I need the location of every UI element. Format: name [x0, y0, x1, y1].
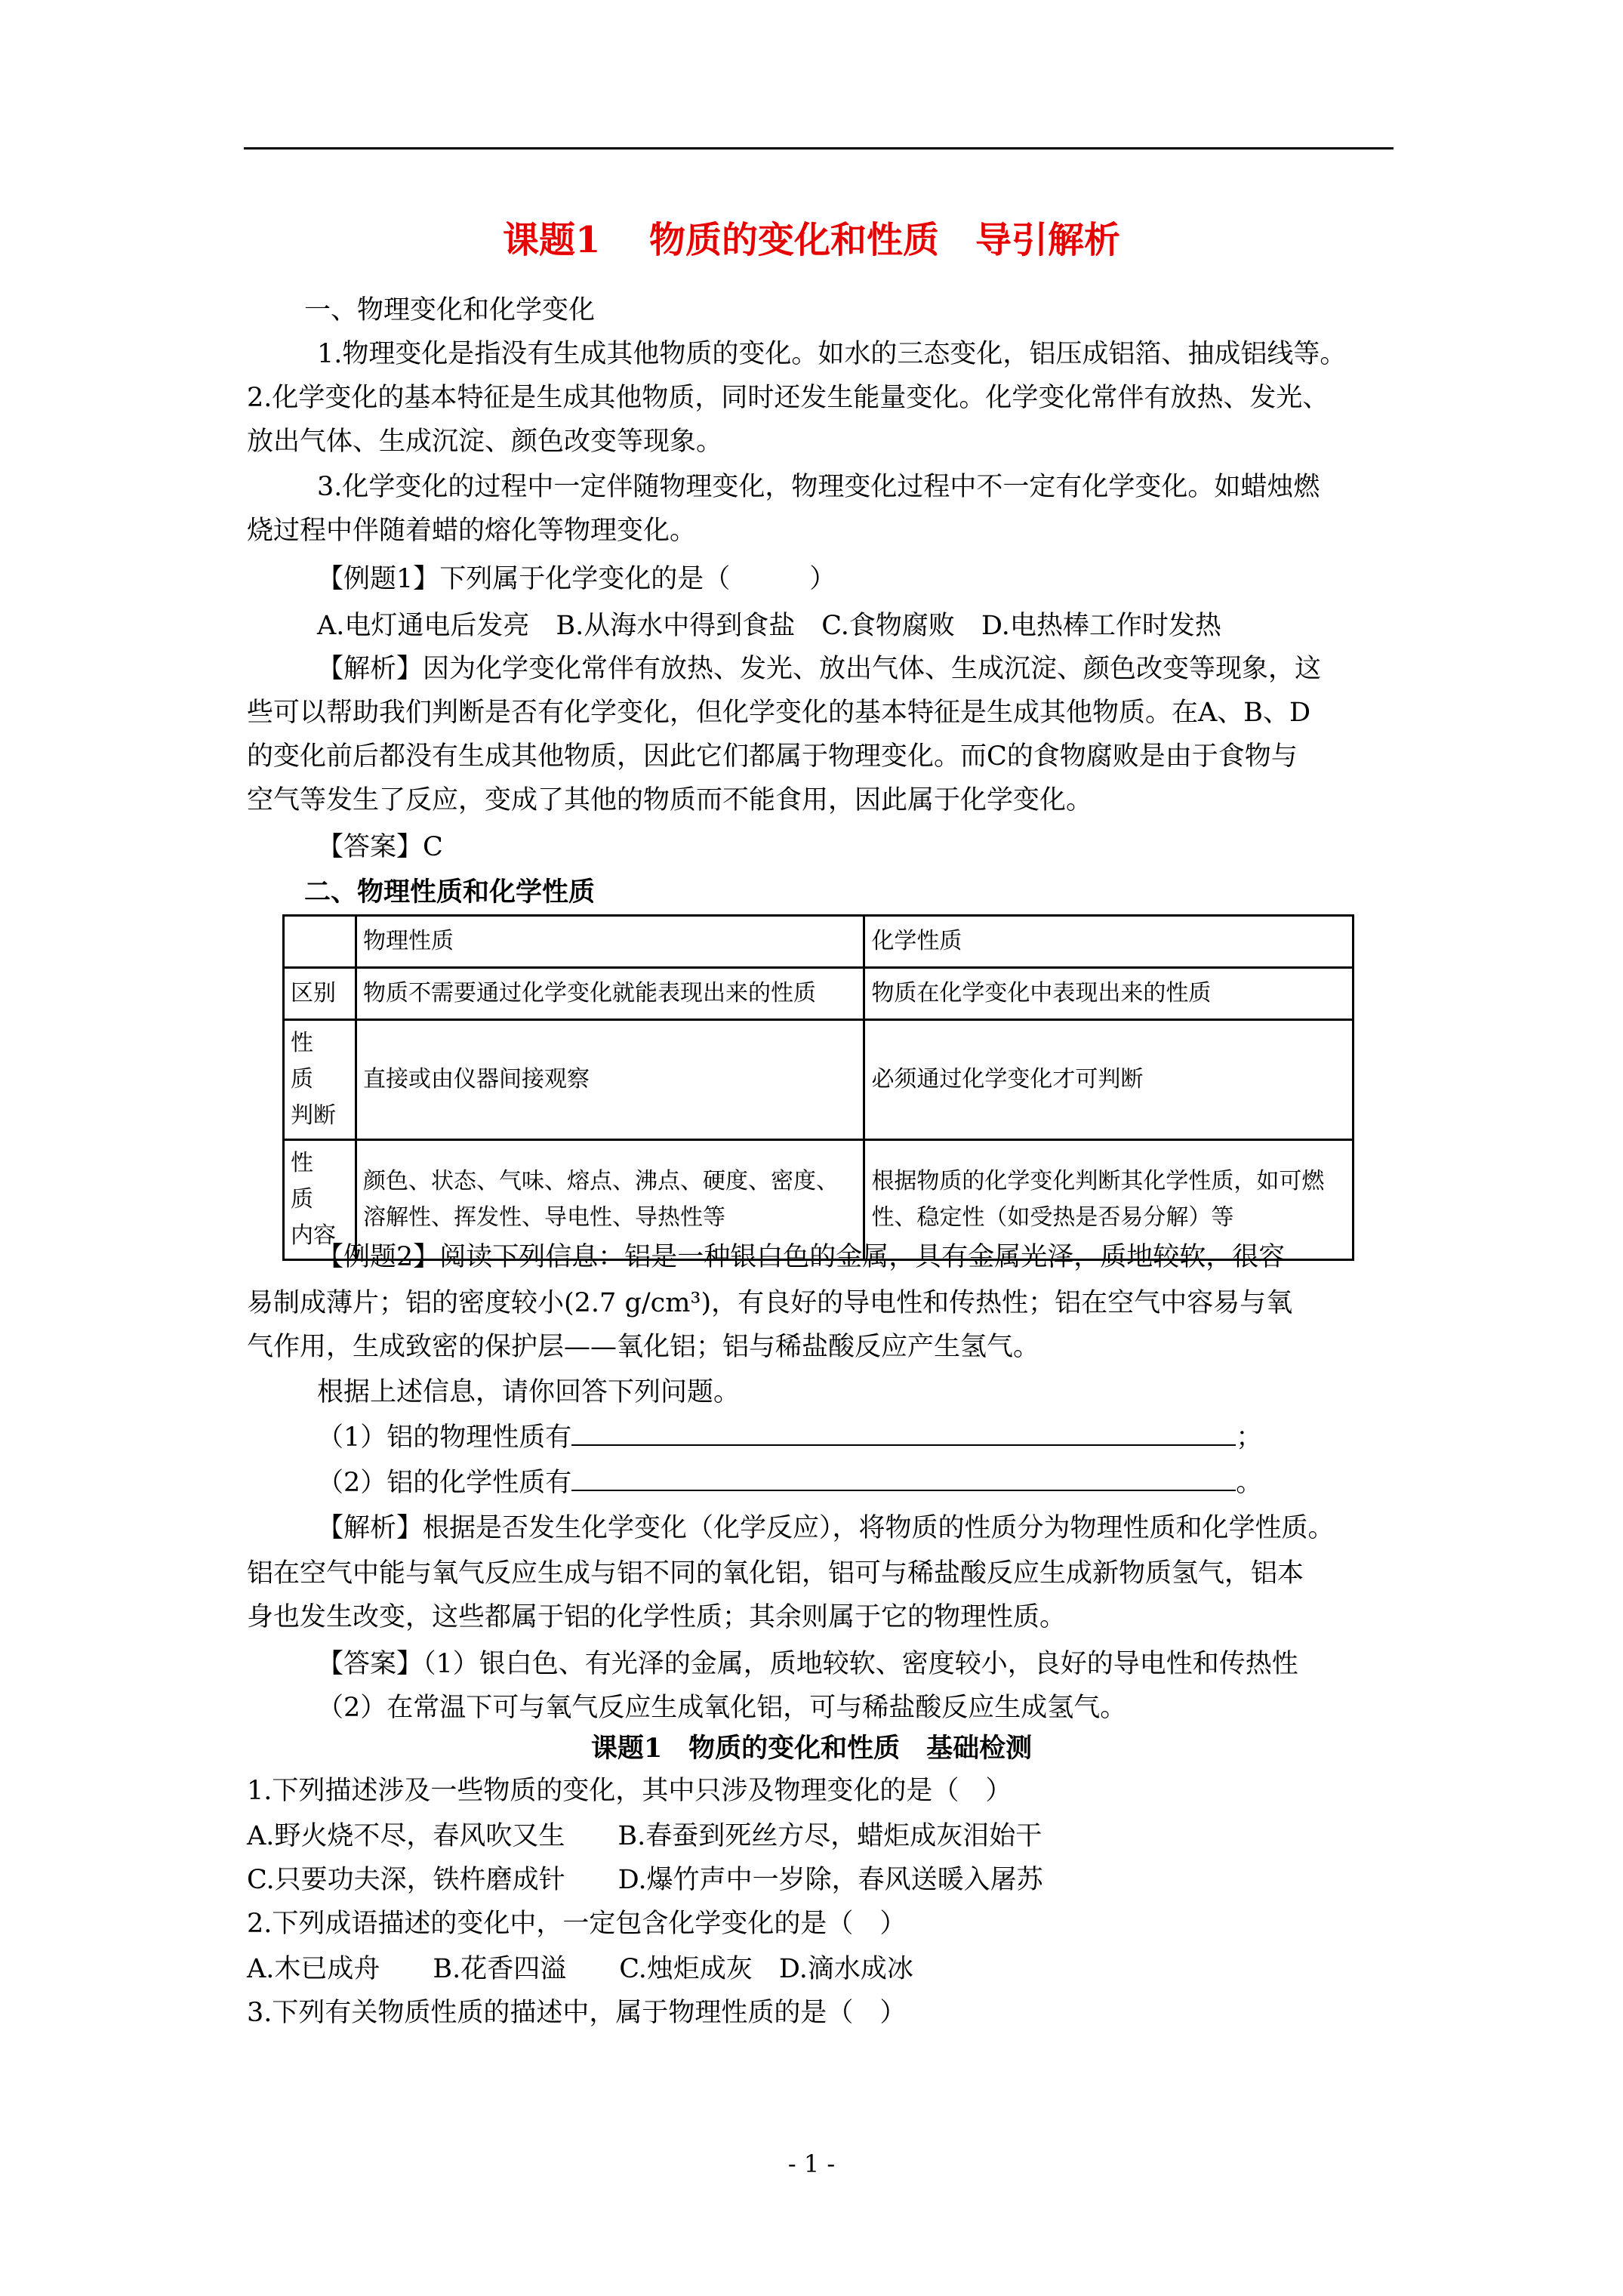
example-2-analysis-line-2: 铝在空气中能与氧气反应生成与铝不同的氧化铝，铝可与稀盐酸反应生成新物质氢气，铝本: [247, 1558, 1304, 1589]
section2-heading: 二、物理性质和化学性质: [304, 877, 596, 908]
page-title: 课题1 物质的变化和性质 导引解析: [502, 219, 1121, 261]
question-2-end: 。: [1236, 1468, 1263, 1498]
question-1: 1.下列描述涉及一些物质的变化，其中只涉及物理变化的是（ ）: [247, 1776, 1012, 1806]
question-1-options-ab: A.野火烧不尽，春风吹又生 B.春蚕到死丝方尽，蜡炬成灰泪始干: [247, 1821, 1042, 1851]
paragraph-2-line-1: 2.化学变化的基本特征是生成其他物质，同时还发生能量变化。化学变化常伴有放热、发光、: [247, 383, 1329, 413]
table-cell: 物质在化学变化中表现出来的性质: [864, 968, 1354, 1020]
section1-heading: 一、物理变化和化学变化: [304, 295, 596, 325]
example-2-line-4: 根据上述信息，请你回答下列问题。: [317, 1377, 741, 1407]
label-line: 判断: [291, 1102, 336, 1129]
paragraph-2-line-2: 放出气体、生成沉淀、颜色改变等现象。: [247, 427, 723, 457]
label-line: 性 质: [291, 1150, 336, 1213]
question-1-end: ；: [1236, 1422, 1263, 1453]
answer-blank-1[interactable]: [571, 1417, 1236, 1446]
question-2: 2.下列成语描述的变化中，一定包含化学变化的是（ ）: [247, 1909, 907, 1939]
paragraph-1: 1.物理变化是指没有生成其他物质的变化。如水的三态变化，铝压成铝箔、抽成铝线等。: [317, 339, 1347, 369]
table-cell: 必须通过化学变化才可判断: [864, 1020, 1354, 1140]
answer-blank-2[interactable]: [571, 1462, 1236, 1491]
cell-line: 颜色、状态、气味、熔点、沸点、硬度、密度、: [362, 1168, 839, 1194]
table-row-label: [284, 1020, 356, 1140]
table-row: [284, 1020, 1354, 1140]
table-row-label: 区别: [284, 968, 356, 1020]
example-1-analysis-line-4: 空气等发生了反应，变成了其他的物质而不能食用，因此属于化学变化。: [247, 785, 1093, 815]
question-2-options: A.木已成舟 B.花香四溢 C.烛炬成灰 D.滴水成冰: [247, 1954, 913, 1984]
table-header-cell: 化学性质: [864, 916, 1354, 968]
paragraph-3-line-1: 3.化学变化的过程中一定伴随物理变化，物理变化过程中不一定有化学变化。如蜡烛燃: [317, 472, 1320, 502]
cell-line: 溶解性、挥发性、导电性、导热性等: [362, 1204, 725, 1231]
example-1-analysis-line-1: 【解析】因为化学变化常伴有放热、发光、放出气体、生成沉淀、颜色改变等现象，这: [317, 654, 1322, 684]
example-2-answer-line-2: （2）在常温下可与氧气反应生成氧化铝，可与稀盐酸反应生成氢气。: [317, 1693, 1127, 1723]
example-2-line-3: 气作用，生成致密的保护层——氧化铝；铝与稀盐酸反应产生氢气。: [247, 1332, 1040, 1362]
example-2-line-1: 【例题2】阅读下列信息：铝是一种银白色的金属，具有金属光泽，质地较软，很容: [317, 1242, 1286, 1272]
table-row: [284, 968, 1354, 1020]
table-cell: 直接或由仪器间接观察: [356, 1020, 864, 1140]
example-2-analysis-line-3: 身也发生改变，这些都属于铝的化学性质；其余则属于它的物理性质。: [247, 1602, 1067, 1632]
header-rule: [244, 147, 1394, 149]
example-1-analysis-line-2: 些可以帮助我们判断是否有化学变化，但化学变化的基本特征是生成其他物质。在A、B、D: [247, 698, 1311, 728]
cell-line: 性、稳定性（如受热是否易分解）等: [871, 1204, 1234, 1231]
example-2-line-2: 易制成薄片；铝的密度较小(2.7 g/cm³)，有良好的导电性和传热性；铝在空气中容易与氧: [247, 1288, 1293, 1318]
question-2-text: （2）铝的化学性质有: [317, 1468, 572, 1498]
table-cell: 物质不需要通过化学变化就能表现出来的性质: [356, 968, 864, 1020]
basic-test-title: 课题1 物质的变化和性质 基础检测: [590, 1733, 1033, 1764]
paragraph-3-line-2: 烧过程中伴随着蜡的熔化等物理变化。: [247, 516, 697, 546]
example-2-question-2: [317, 1461, 1262, 1505]
page-number: - 1 -: [787, 2150, 836, 2178]
label-line: 内容: [291, 1222, 336, 1249]
table-header-cell: 物理性质: [356, 916, 864, 968]
example-2-analysis-line-1: 【解析】根据是否发生化学变化（化学反应），将物质的性质分为物理性质和化学性质。: [317, 1513, 1335, 1543]
properties-table: [282, 914, 1354, 1261]
example-2-answer-line-1: 【答案】（1）银白色、有光泽的金属，质地较软、密度较小，良好的导电性和传热性: [317, 1649, 1298, 1679]
table-header-cell: [284, 916, 356, 968]
example-2-question-1: [317, 1416, 1262, 1459]
question-1-options-cd: C.只要功夫深，铁杵磨成针 D.爆竹声中一岁除，春风送暖入屠苏: [247, 1865, 1043, 1895]
example-1-options: A.电灯通电后发亮 B.从海水中得到食盐 C.食物腐败 D.电热棒工作时发热: [317, 611, 1221, 641]
question-3: 3.下列有关物质性质的描述中，属于物理性质的是（ ）: [247, 1998, 907, 2028]
example-1-analysis-line-3: 的变化前后都没有生成其他物质，因此它们都属于物理变化。而C的食物腐败是由于食物与: [247, 741, 1298, 772]
example-1-question: 【例题1】下列属于化学变化的是（ ）: [317, 564, 836, 594]
table-header-row: [284, 916, 1354, 968]
cell-line: 根据物质的化学变化判断其化学性质，如可燃: [871, 1168, 1325, 1194]
example-1-answer: 【答案】C: [317, 832, 443, 862]
label-line: 性 质: [291, 1030, 336, 1093]
question-1-text: （1）铝的物理性质有: [317, 1422, 572, 1453]
